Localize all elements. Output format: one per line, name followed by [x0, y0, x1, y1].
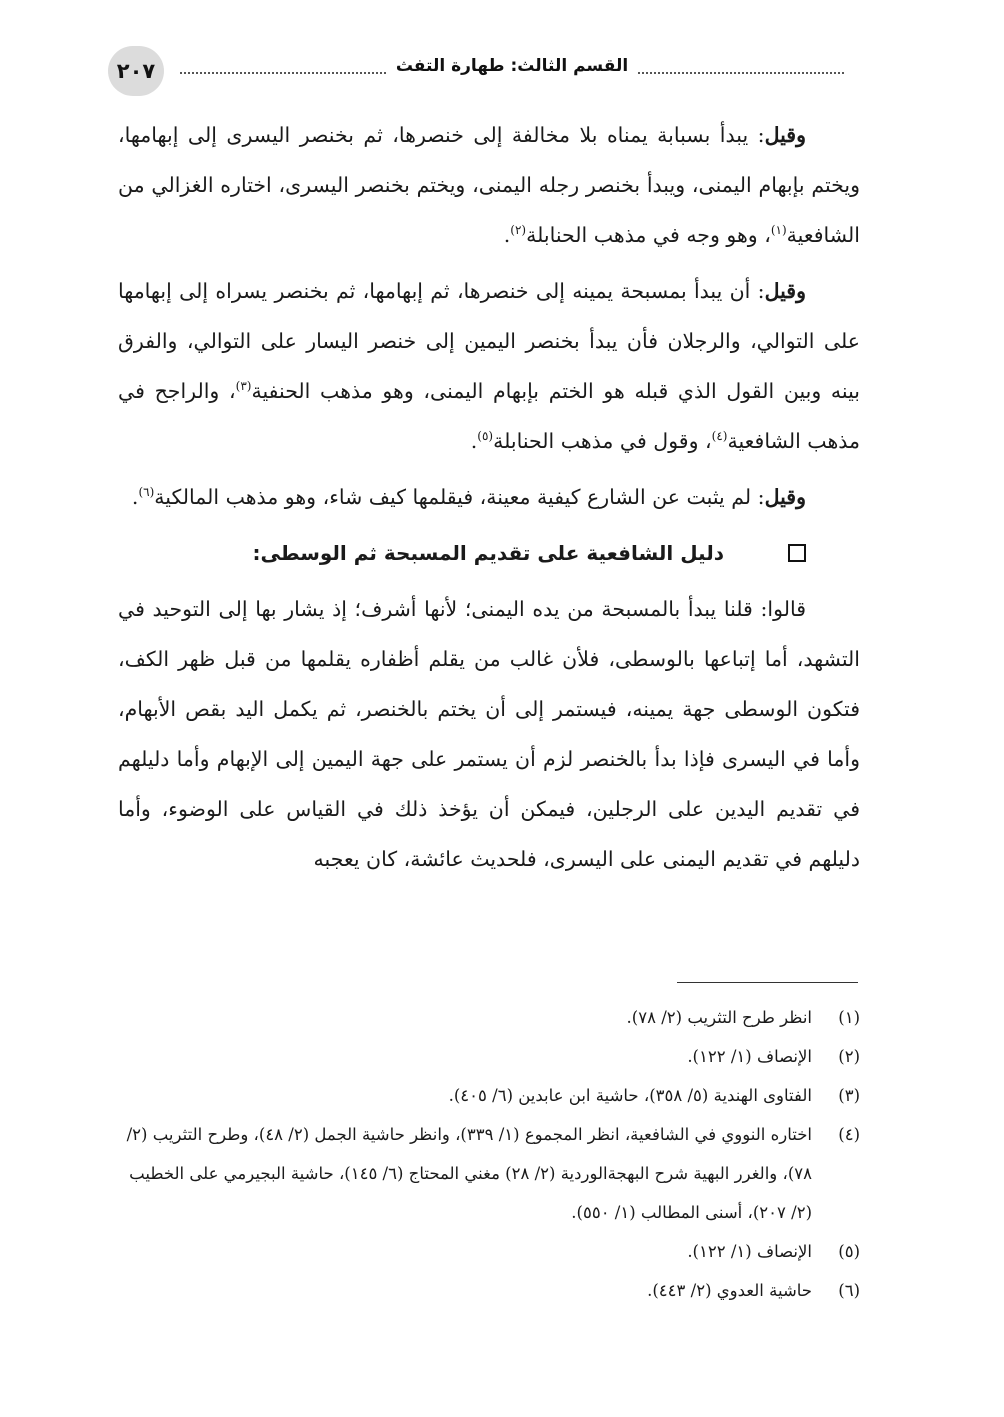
running-header — [180, 56, 844, 76]
footnote-number: (٥) — [838, 1242, 860, 1261]
footnote-ref-5[interactable]: (٥) — [477, 429, 494, 444]
footnote-ref-6[interactable]: (٦) — [138, 485, 155, 500]
paragraph-lead: وقيل — [764, 123, 806, 147]
paragraph-text: ، وهو وجه في مذهب الحنابلة — [526, 223, 771, 247]
footnote-separator — [677, 982, 858, 983]
page-number-badge: ٢٠٧ — [108, 46, 164, 96]
section-subheading — [118, 528, 860, 578]
footnote-item — [118, 1271, 860, 1310]
footnote-number: (١) — [838, 1008, 860, 1027]
footnote-text: الإنصاف (١/ ١٢٢). — [687, 1242, 812, 1261]
footnote-item — [118, 998, 860, 1037]
footnote-ref-4[interactable]: (٤) — [711, 429, 728, 444]
paragraph-text: . — [503, 223, 511, 247]
chapter-title: القسم الثالث: طهارة التفث — [395, 56, 629, 76]
paragraph-text: : يبدأ بسبابة يمناه بلا مخالفة إلى خنصرها، ثم بخنصر اليسرى إلى إبهامها، ويختم بإبهام اليمنى، ويبدأ بخنصر رجله اليمنى، ويختم بخنصر اليسرى، اختاره الغزالي من الشافعية — [118, 123, 860, 247]
footnote-ref-3[interactable]: (٣) — [235, 379, 252, 394]
footnote-text: اختاره النووي في الشافعية، انظر المجموع (١/ ٣٣٩)، وانظر حاشية الجمل (٢/ ٤٨)، وطرح التثريب (٢/ ٧٨)، والغرر البهية شرح البهجةالوردية (٢/ ٢٨) مغني المحتاج (٦/ ١٤٥)، حاشية البجيرمي على الخطيب (٢/ ٢٠٧)، أسنى المطالب (١/ ٥٥٠). — [126, 1125, 812, 1222]
footnote-ref-2[interactable]: (٢) — [510, 223, 527, 238]
paragraph-1 — [118, 110, 860, 260]
paragraph-text: . — [470, 429, 478, 453]
footnote-number: (٢) — [838, 1047, 860, 1066]
footnote-number: (٦) — [838, 1281, 860, 1300]
footnote-number: (٣) — [838, 1086, 860, 1105]
paragraph-text: ، والراجح في مذهب الشافعية — [118, 379, 860, 453]
header-dots-left — [180, 62, 386, 74]
footnote-item — [118, 1115, 860, 1232]
page-header — [108, 44, 864, 100]
footnote-number: (٤) — [838, 1125, 860, 1144]
subheading-text: دليل الشافعية على تقديم المسبحة ثم الوسطى: — [252, 541, 724, 565]
footnote-ref-1[interactable]: (١) — [770, 223, 787, 238]
paragraph-lead: وقيل — [764, 485, 806, 509]
paragraph-lead: وقيل — [764, 279, 806, 303]
paragraph-text: . — [131, 485, 139, 509]
paragraph-2 — [118, 266, 860, 466]
footnote-item — [118, 1037, 860, 1076]
footnote-item — [118, 1076, 860, 1115]
main-text — [118, 110, 860, 890]
paragraph-4: قالوا: قلنا يبدأ بالمسبحة من يده اليمنى؛ لأنها أشرف؛ إذ يشار بها إلى التوحيد في التشهد، أما إتباعها بالوسطى، فلأن غالب من يقلم أظفاره يقلمها من قبل ظهر الكف، فتكون الوسطى جهة يمينه، فيستمر إلى أن يختم بالخنصر، ثم يكمل اليد بقص الأبهام، وأما في اليسرى فإذا بدأ بالخنصر لزم أن يستمر على جهة اليمين إلى الإبهام وأما دليلهم في تقديم اليدين على الرجلين، فيمكن أن يؤخذ ذلك في القياس على الوضوء، وأما دليلهم في تقديم اليمنى على اليسرى، فلحديث عائشة، كان يعجبه — [118, 597, 861, 871]
header-dots-right — [638, 62, 844, 74]
footnote-text: الإنصاف (١/ ١٢٢). — [687, 1047, 812, 1066]
paragraph-text: : لم يثبت عن الشارع كيفية معينة، فيقلمها كيف شاء، وهو مذهب المالكية — [154, 485, 765, 509]
paragraph-3 — [118, 472, 860, 522]
footnote-text: انظر طرح التثريب (٢/ ٧٨). — [626, 1008, 812, 1027]
footnote-text: حاشية العدوي (٢/ ٤٤٣). — [647, 1281, 812, 1300]
paragraph-text: ، وقول في مذهب الحنابلة — [493, 429, 712, 453]
square-bullet-icon — [788, 544, 806, 562]
footnote-item — [118, 1232, 860, 1271]
paragraph-text: : أن يبدأ بمسبحة يمينه إلى خنصرها، ثم إبهامها، ثم بخنصر يسراه إلى إبهامها على التوالي، والرجلان فأن يبدأ بخنصر اليمين إلى خنصر اليسار على التوالي، والفرق بينه وبين القول الذي قبله هو الختم بإبهام اليمنى، وهو مذهب الحنفية — [118, 279, 860, 403]
footnote-text: الفتاوى الهندية (٥/ ٣٥٨)، حاشية ابن عابدين (٦/ ٤٠٥). — [448, 1086, 812, 1105]
footnotes — [118, 998, 860, 1310]
